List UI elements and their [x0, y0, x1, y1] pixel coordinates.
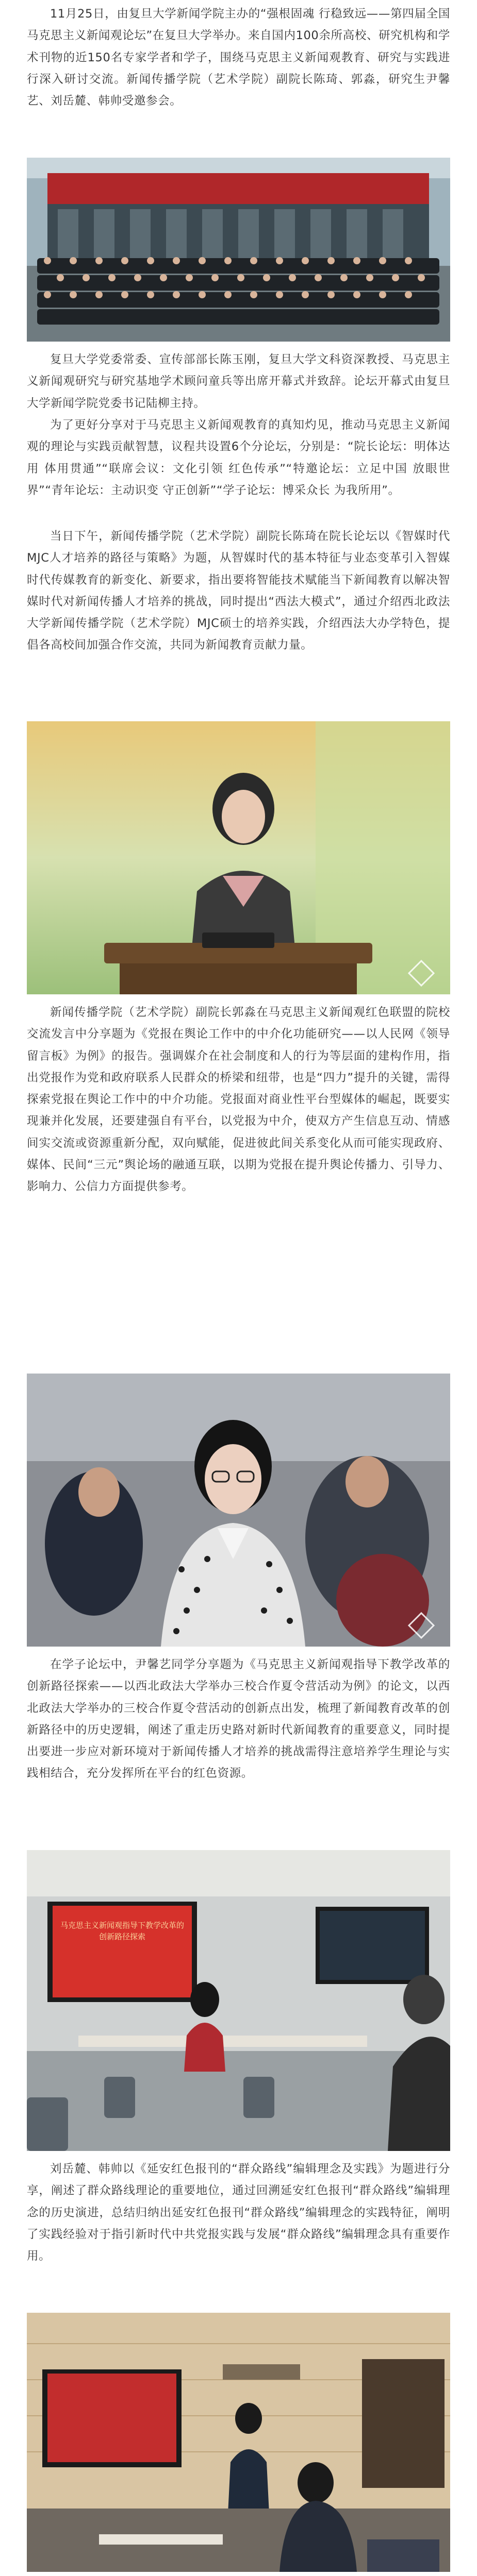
paragraph-intro: 11月25日，由复旦大学新闻学院主办的“强根固魂 行稳致远——第四届全国马克思主义新闻观论坛”在复旦大学举办。来自国内100余所高校、研究机构和学术刊物的近150名专家学者和学子，围绕马克思主义新闻观教育、研究与实践进行深入研讨交流。新闻传播学院（艺术学院）副院长陈琦、郭淼，研究生尹馨艺、刘岳麓、韩帅受邀参会。 — [27, 7, 450, 108]
speaker-guomiao-image — [27, 1374, 450, 1647]
student-presentation-image — [27, 1850, 450, 2151]
paragraph-yinxinyi: 在学子论坛中，尹馨艺同学分享题为《马克思主义新闻观指导下教学改革的创新路径探索——以西北政法大学举办三校合作夏令营活动为例》的论文，以西北政法大学举办的三校合作夏令营活动的创新点出发，梳理了新闻教育改革的创新路径中的历史逻辑，阐述了重走历史路对新时代新闻教育的重要意义，同时提出要进一步应对新环境对于新闻传播人才培养的挑战需得注意培养学生理论与实践相结合，充分发挥所在平台的红色资源。 — [27, 1658, 450, 1781]
speaker-chenqi-image — [27, 721, 450, 994]
student-presentation-photo — [27, 1850, 450, 2151]
group-photo-image — [27, 158, 450, 342]
paragraph-guomiao: 新闻传播学院（艺术学院）副院长郭淼在马克思主义新闻观红色联盟的院校交流发言中分享题为《党报在舆论工作中的中介化功能研究——以人民网《领导留言板》为例》的报告。强调媒介在社会制度和人的行为等层面的建构作用，指出党报作为党和政府联系人民群众的桥梁和纽带，也是“四力”提升的关键，需得探索党报在舆论工作中的中介功能。党报面对商业性平台型媒体的崛起，既要实现兼并化发展，还要建强自有平台，以党报为中介，使双方产生信息互动、情感间实交流或资源重新分配，双向赋能，促进彼此间关系变化从而可能实现政府、媒体、民间“三元”舆论场的融通互联，以期为党报在提升舆论传播力、引导力、影响力、公信力方面提供参考。 — [27, 1006, 450, 1194]
speaker-guomiao-photo — [27, 1374, 450, 1647]
speaker-chenqi-photo — [27, 721, 450, 994]
paragraph-forums: 为了更好分享对于马克思主义新闻观教育的真知灼见，推动马克思主义新闻观的理论与实践贡献智慧，议程共设置6个分论坛，分别是：“院长论坛：明体达用 体用贯通”“联席会议：文化引领 红色传承”“特邀论坛：立足中国 放眼世界”“青年论坛：主动识变 守正创新”“学子论坛：博采众长 为我所用”。 — [27, 418, 450, 497]
paragraph-liuhan: 刘岳麓、韩帅以《延安红色报刊的“群众路线”编辑理念及实践》为题进行分享，阐述了群众路线理论的重要地位，通过回溯延安红色报刊“群众路线”编辑理念的历史演进，总结归纳出延安红色报刊“群众路线”编辑理念的实践特征，阐明了实践经验对于指引新时代中共党报实践与发展“群众路线”编辑理念具有重要作用。 — [27, 2162, 450, 2263]
classroom-presentation-photo — [27, 2313, 450, 2572]
classroom-presentation-image — [27, 2313, 450, 2572]
paragraph-chenqi: 当日下午，新闻传播学院（艺术学院）副院长陈琦在院长论坛以《智媒时代MJC人才培养的路径与策略》为题，从智媒时代的基本特征与业态变革引入智媒时代传媒教育的新变化、新要求，指出要将智能技术赋能当下新闻教育以解决智媒时代对新闻传播人才培养的挑战，同时提出“西法大模式”，通过介绍西北政法大学新闻传播学院（艺术学院）MJC硕士的培养实践，介绍西法大办学特色，提倡各高校间加强合作交流，共同为新闻教育贡献力量。 — [27, 530, 450, 652]
group-photo — [27, 158, 450, 342]
slide-title: 马克思主义新闻观指导下教学改革的创新路径探索 — [60, 1921, 184, 1941]
paragraph-opening: 复旦大学党委常委、宣传部部长陈玉刚，复旦大学文科资深教授、马克思主义新闻观研究与研究基地学术顾问童兵等出席开幕式并致辞。论坛开幕式由复旦大学新闻学院党委书记陆柳主持。 — [27, 353, 450, 410]
